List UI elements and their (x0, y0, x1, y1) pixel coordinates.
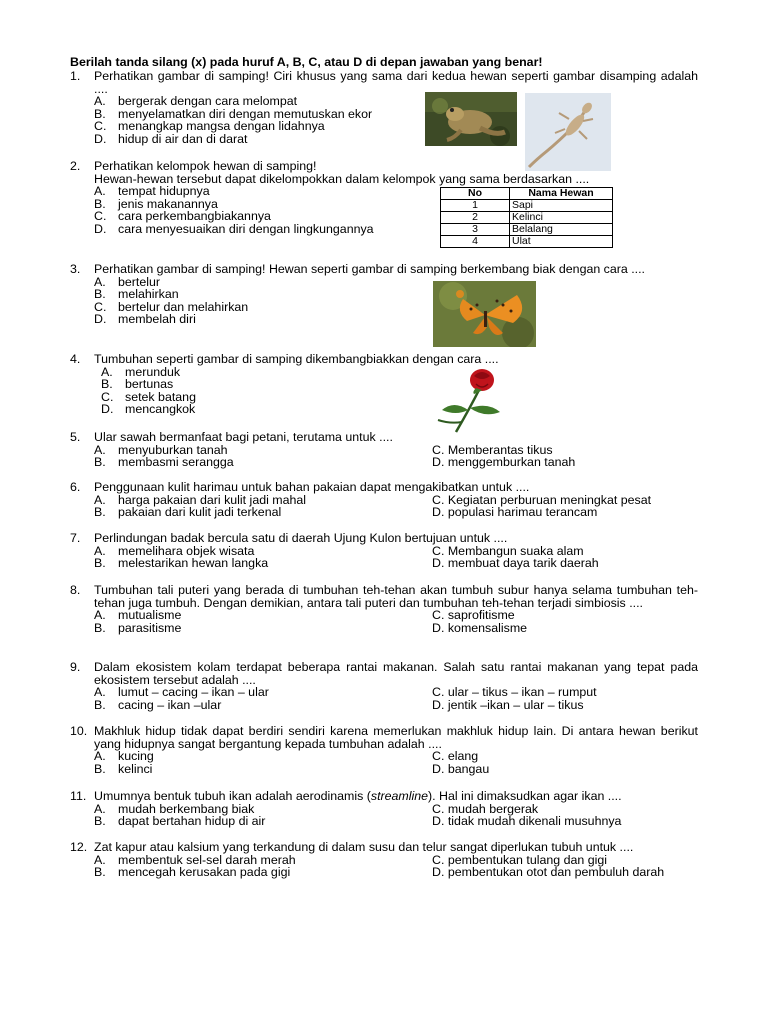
question-number: 11. (70, 789, 87, 803)
option-text: saprofitisme (447, 608, 515, 623)
option-text: kelinci (118, 761, 153, 776)
option-text: pembentukan tulang dan gigi (447, 852, 607, 867)
option-a[interactable] (94, 276, 698, 289)
option-d[interactable] (432, 763, 489, 776)
option-text: hidup di air dan di darat (118, 131, 248, 146)
option-letter: D. (94, 221, 107, 236)
option-letter: B. (94, 865, 106, 880)
option-text: membuat daya tarik daerah (447, 556, 599, 571)
table-cell: Belalang (510, 224, 613, 236)
option-text: ular – tikus – ikan – rumput (447, 685, 597, 700)
option-letter: B. (94, 761, 106, 776)
option-letter: B. (94, 196, 106, 211)
option-text: harga pakaian dari kulit jadi mahal (118, 492, 307, 507)
option-letter: C. (94, 119, 107, 134)
option-list (94, 366, 698, 416)
table-header-no: No (441, 188, 510, 200)
option-text: populasi harimau terancam (447, 505, 598, 520)
option-text: bergerak dengan cara melompat (118, 94, 298, 109)
option-letter: B. (94, 697, 106, 712)
table-header-name: Nama Hewan (510, 188, 613, 200)
option-letter: A. (94, 749, 106, 764)
option-text: dapat bertahan hidup di air (118, 814, 266, 829)
question-number: 9. (70, 660, 81, 674)
question-text: Dalam ekosistem kolam terdapat beberapa rantai makanan. Salah satu rantai makanan yang tepat pada ekosistem tersebut adalah .... (94, 660, 698, 687)
animal-table (440, 187, 613, 248)
question-number: 12. (70, 840, 88, 854)
option-text: tidak mudah dikenali musuhnya (447, 814, 622, 829)
table-row (441, 212, 613, 224)
question-number: 1. (70, 69, 81, 83)
option-letter: A. (94, 543, 106, 558)
option-text: membasmi serangga (118, 455, 234, 470)
option-text: menangkap mangsa dengan lidahnya (118, 119, 325, 134)
option-letter: B. (94, 556, 106, 571)
option-letter: D. (432, 620, 445, 635)
option-letter: C. (432, 685, 445, 700)
option-letter: A. (94, 492, 106, 507)
option-text: membelah diri (118, 312, 196, 327)
option-d[interactable] (94, 403, 698, 416)
option-text: komensalisme (447, 620, 528, 635)
option-text: setek batang (125, 389, 196, 404)
question-3 (70, 263, 698, 326)
option-letter: A. (94, 184, 106, 199)
option-letter: A. (94, 801, 106, 816)
question-8 (70, 584, 698, 634)
option-text: mencegah kerusakan pada gigi (118, 865, 291, 880)
option-letter: D. (432, 697, 445, 712)
option-b[interactable] (94, 378, 698, 391)
question-text: Perlindungan badak bercula satu di daerah Ujung Kulon bertujuan untuk .... (94, 531, 508, 545)
option-letter: C. (94, 209, 107, 224)
option-letter: D. (432, 865, 445, 880)
option-letter: B. (94, 814, 106, 829)
option-letter: A. (94, 852, 106, 867)
option-grid (94, 803, 698, 828)
question-text: Tumbuhan tali puteri yang berada di tumbuhan teh-tehan akan tumbuh subur hanya selama tumbuhan teh-tehan juga tumbuh. Dengan demikian, antara tali puteri dan tumbuhan teh-tehan terjadi simbiosis .... (94, 583, 698, 610)
question-text-part: ). Hal ini dimaksudkan agar ikan .... (428, 789, 622, 803)
option-text: Memberantas tikus (447, 442, 553, 457)
option-text: pembentukan otot dan pembuluh darah (447, 865, 665, 880)
table-cell: 3 (441, 224, 510, 236)
option-letter: B. (94, 505, 106, 520)
question-number: 6. (70, 480, 81, 494)
option-letter: C. (432, 801, 445, 816)
question-number: 8. (70, 583, 81, 597)
option-grid (94, 686, 698, 711)
option-text: memelihara objek wisata (118, 543, 255, 558)
question-number: 10. (70, 724, 88, 738)
frog-image (425, 92, 517, 146)
rose-image (430, 366, 512, 434)
option-letter: D. (432, 505, 445, 520)
butterfly-image (433, 281, 536, 347)
question-text-italic: streamline (370, 789, 429, 803)
option-letter: B. (101, 377, 113, 392)
option-letter: A. (94, 608, 106, 623)
option-d[interactable] (432, 557, 599, 570)
option-b[interactable] (94, 288, 698, 301)
option-letter: C. (101, 389, 114, 404)
question-text: Tumbuhan seperti gambar di samping dikembangbiakkan dengan cara .... (94, 352, 499, 366)
instruction-heading: Berilah tanda silang (x) pada huruf A, B, C, atau D di depan jawaban yang benar! (70, 55, 543, 69)
option-grid (94, 750, 698, 775)
option-d[interactable] (432, 815, 621, 828)
option-text: cara menyesuaikan diri dengan lingkungannya (118, 221, 374, 236)
option-text: bertunas (125, 377, 174, 392)
option-letter: A. (94, 94, 106, 109)
option-text: melestarikan hewan langka (118, 556, 269, 571)
question-text: Makhluk hidup tidak dapat berdiri sendiri karena memerlukan makhluk hidup lain. Di antara hewan berikut yang hidupnya sangat bergantung kepada tumbuhan adalah .... (94, 724, 698, 751)
question-4 (70, 353, 698, 416)
question-text: Zat kapur atau kalsium yang terkandung di dalam susu dan telur sangat diperlukan tubuh untuk .... (94, 840, 634, 854)
option-letter: D. (101, 402, 114, 417)
option-text: tempat hidupnya (118, 184, 210, 199)
question-7 (70, 532, 698, 570)
option-letter: D. (94, 131, 107, 146)
question-6 (70, 481, 698, 519)
table-row (441, 236, 613, 248)
option-text: bangau (447, 761, 490, 776)
question-number: 2. (70, 159, 81, 173)
option-d[interactable] (432, 699, 584, 712)
option-grid (94, 494, 698, 519)
option-text: membentuk sel-sel darah merah (118, 852, 296, 867)
option-letter: C. (432, 608, 445, 623)
option-text: melahirkan (118, 287, 179, 302)
option-text: bertelur (118, 274, 161, 289)
question-text-2: Hewan-hewan tersebut dapat dikelompokkan dalam kelompok yang sama berdasarkan .... (94, 171, 590, 186)
option-a[interactable] (94, 366, 698, 379)
option-text: bertelur dan melahirkan (118, 299, 249, 314)
table-cell: Ulat (510, 236, 613, 248)
option-text: cacing – ikan –ular (118, 697, 222, 712)
option-letter: A. (101, 364, 113, 379)
option-letter: D. (432, 814, 445, 829)
option-letter: C. (432, 749, 445, 764)
option-text: kucing (118, 749, 154, 764)
option-letter: D. (432, 455, 445, 470)
question-5 (70, 431, 698, 469)
option-text: parasitisme (118, 620, 182, 635)
question-11 (70, 790, 698, 828)
option-letter: C. (432, 442, 445, 457)
option-letter: A. (94, 274, 106, 289)
table-cell: Sapi (510, 200, 613, 212)
question-number: 7. (70, 531, 81, 545)
option-text: mencangkok (125, 402, 196, 417)
option-text: menyuburkan tanah (118, 442, 228, 457)
question-12 (70, 841, 698, 879)
option-letter: D. (432, 761, 445, 776)
table-cell: 4 (441, 236, 510, 248)
question-text (94, 790, 698, 803)
option-grid (94, 854, 698, 879)
option-d[interactable] (432, 622, 527, 635)
option-d[interactable] (432, 866, 664, 879)
table-cell: Kelinci (510, 212, 613, 224)
option-letter: A. (94, 442, 106, 457)
option-text: pakaian dari kulit jadi terkenal (118, 505, 282, 520)
question-text: Perhatikan gambar di samping! Hewan seperti gambar di samping berkembang biak dengan cara .... (94, 262, 646, 276)
question-text: Penggunaan kulit harimau untuk bahan pakaian dapat mengakibatkan untuk .... (94, 480, 530, 494)
option-text: cara perkembangbiakannya (118, 209, 271, 224)
option-text: menggemburkan tanah (447, 455, 576, 470)
question-text: Perhatikan kelompok hewan di samping! (94, 159, 317, 173)
option-letter: C. (432, 543, 445, 558)
option-list (94, 276, 698, 326)
option-letter: C. (432, 852, 445, 867)
option-d[interactable] (432, 456, 575, 469)
question-number: 3. (70, 262, 81, 276)
table-cell: 2 (441, 212, 510, 224)
option-text: elang (447, 749, 479, 764)
question-number: 5. (70, 430, 81, 444)
option-grid (94, 545, 698, 570)
option-grid (94, 609, 698, 634)
option-grid (94, 444, 698, 469)
option-letter: C. (94, 299, 107, 314)
option-letter: C. (432, 492, 445, 507)
option-text: Kegiatan perburuan meningkat pesat (447, 492, 652, 507)
option-text: menyelamatkan diri dengan memutuskan ekor (118, 106, 373, 121)
question-text: Ular sawah bermanfaat bagi petani, terutama untuk .... (94, 430, 393, 444)
table-row (441, 200, 613, 212)
option-d[interactable] (94, 313, 698, 326)
option-letter: B. (94, 620, 106, 635)
option-text: jenis makanannya (118, 196, 218, 211)
option-letter: A. (94, 685, 106, 700)
option-letter: D. (94, 312, 107, 327)
question-9 (70, 661, 698, 711)
option-letter: B. (94, 106, 106, 121)
question-number: 4. (70, 352, 81, 366)
option-text: merunduk (125, 364, 181, 379)
table-cell: 1 (441, 200, 510, 212)
option-text: mutualisme (118, 608, 182, 623)
question-10 (70, 725, 698, 775)
option-d[interactable] (432, 506, 597, 519)
option-letter: D. (432, 556, 445, 571)
option-text: mudah bergerak (447, 801, 539, 816)
option-text: Membangun suaka alam (447, 543, 584, 558)
question-text: Perhatikan gambar di samping! Ciri khusus yang sama dari kedua hewan seperti gambar disamping adalah .... (94, 69, 698, 96)
option-text: jentik –ikan – ular – tikus (447, 697, 584, 712)
option-text: mudah berkembang biak (118, 801, 255, 816)
option-letter: B. (94, 287, 106, 302)
option-letter: B. (94, 455, 106, 470)
option-text: lumut – cacing – ikan – ular (118, 685, 269, 700)
question-text-part: Umumnya bentuk tubuh ikan adalah aerodinamis ( (94, 789, 371, 803)
table-row (441, 224, 613, 236)
